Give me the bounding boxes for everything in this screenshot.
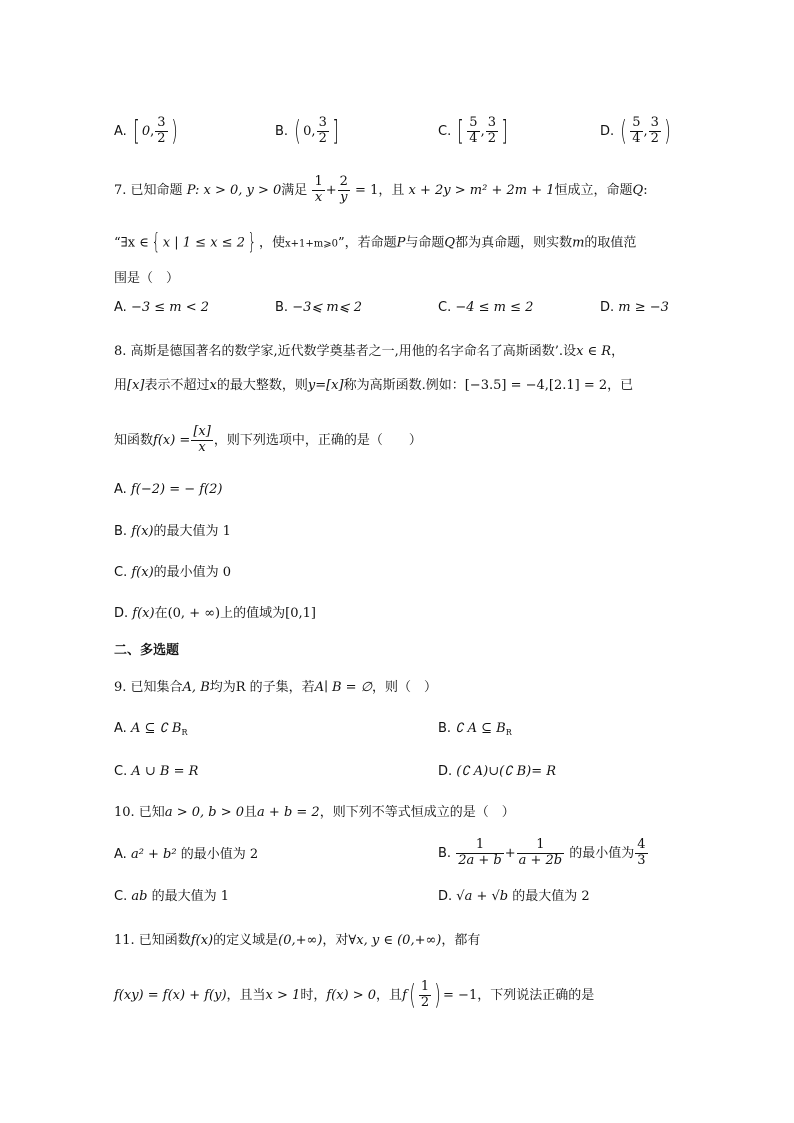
q8-option-a[interactable] (114, 483, 222, 496)
q11-forall: ∀x, y ∈ (0,+∞) (348, 933, 442, 948)
q9-opt-a-sub: R (181, 728, 188, 737)
q7-p2: P (396, 235, 406, 251)
q8-y-eq: y=[x] (307, 378, 344, 393)
q6-option-b[interactable]: B. ( 0, $\frac{3}{2}$ ] (275, 114, 339, 148)
q11-domain-is: 的定义域是 (213, 933, 279, 948)
q6-c-den1: 4 (469, 130, 478, 146)
q7-option-b[interactable] (275, 301, 362, 314)
q6-b-den: 2 (318, 130, 327, 146)
q6-c-num1: 5 (469, 115, 478, 130)
q8-called: 称为高斯函数.例如： (343, 378, 465, 393)
q10-option-a[interactable] (114, 848, 258, 861)
q10-opt-c-text: 的最大值为 1 (151, 889, 229, 904)
q8-which-correct: ，则下列选项中，正确的是（ ） (213, 432, 422, 448)
q10-opt-c-math: ab (131, 889, 148, 904)
q7-p: P (186, 182, 195, 198)
q7-range: 的取值范 (584, 235, 637, 251)
q8-line2: 用[x]表示不超过x的最大整数，则y=[x]称为高斯函数.例如：[−3.5] = −4,[2.1] = 2，已 (114, 378, 634, 393)
q11-which-correct: ，下列说法正确的是 (477, 987, 595, 1003)
q9-then: ，则（ ） (372, 680, 438, 695)
q7-m: m (572, 235, 585, 251)
q6-c-den2: 2 (487, 130, 496, 146)
q7-opt-b-label: B. (275, 300, 289, 315)
q8-example1: [−3.5] = −4, (464, 378, 549, 393)
q9-opt-a-text: A ⊆ ∁ B (130, 721, 182, 736)
q8-use: 用 (114, 378, 128, 393)
q7-such-that: ，使 (258, 235, 285, 251)
q7-with: 与命题 (405, 235, 445, 251)
q7-set: x | 1 ≤ x ≤ 2 (162, 235, 245, 251)
q7-small-expr: x+1+m⩾0 (284, 238, 338, 250)
q10-opt-d-text: 的最大值为 2 (512, 889, 590, 904)
q8-opt-d-text: 在(0, + ∞)上的值域为[0,1] (154, 606, 316, 621)
q8-x-in-r: x ∈ R (576, 344, 612, 359)
q10-option-b[interactable] (438, 838, 649, 869)
q6-option-c[interactable]: C. [ $\frac{5}{4}$ , $\frac{3}{2}$ ] (438, 114, 508, 148)
q10-opt-d-math: √a + √b (456, 889, 509, 904)
q11-f: f (402, 987, 407, 1003)
q10-b-val-num: 4 (637, 837, 646, 852)
q8-line3 (114, 425, 422, 456)
q7-line3: 围是（ ） (114, 271, 180, 286)
q6-d-den1: 4 (632, 130, 641, 146)
q9-opt-b-sub: R (505, 728, 512, 737)
q7-opt-d-label: D. (600, 300, 615, 315)
q10-opt-d-label: D. (438, 889, 453, 904)
q8-given: ，已 (607, 378, 634, 393)
q11-fx: f(x) (190, 933, 214, 948)
q8-bracket-x: [x] (127, 378, 145, 393)
q10-option-c[interactable] (114, 890, 229, 903)
q8-opt-d-label: D. (114, 606, 129, 621)
q6-a-comma: , (150, 123, 155, 139)
q9-opt-b-label: B. (438, 721, 452, 736)
q8-not-exceed: 表示不超过 (144, 378, 210, 393)
q11-and: ，且 (376, 987, 403, 1003)
q10-b-val-den: 3 (637, 852, 646, 868)
q11-for: ，对 (322, 933, 349, 948)
q6-b-zero: 0 (303, 123, 312, 139)
q6-a-zero: 0 (141, 123, 151, 139)
q6-option-b-label: B. (275, 123, 289, 139)
q7-q: Q (632, 182, 644, 198)
q7-opt-b-text: −3⩽ m⩽ 2 (292, 300, 363, 315)
q11-eq-neg1: = −1 (443, 987, 478, 1003)
q6-option-a[interactable]: A. [ 0, $\frac{3}{2}$ ) (114, 114, 178, 148)
q8-max-int: 的最大整数，则 (216, 378, 308, 393)
q7-inequality: x + 2y > m² + 2m + 1 (408, 182, 555, 198)
q8-option-b[interactable] (114, 525, 231, 538)
q9-condition: A∣ B = ∅ (314, 680, 373, 695)
q7-colon: : (643, 182, 648, 198)
q6-b-comma: , (311, 123, 316, 139)
q8-option-c[interactable] (114, 566, 231, 579)
q11-domain: (0,+∞) (278, 933, 323, 948)
q10-stem (114, 806, 515, 819)
q10-opt-a-text: 的最小值为 2 (180, 847, 259, 862)
q6-option-d-label: D. (600, 123, 615, 139)
q9-option-a[interactable] (114, 722, 187, 735)
q6-option-a-label: A. (114, 123, 127, 139)
q9-ab: A, B (182, 680, 210, 695)
q11-then: 时， (300, 987, 327, 1003)
q8-opt-a-math: f(−2) = − f(2) (130, 482, 223, 497)
q10-sum: a + b = 2 (257, 805, 320, 820)
q8-fx: f(x) = (153, 432, 191, 448)
q8-opt-c-label: C. (114, 565, 128, 580)
q10-opt-c-label: C. (114, 889, 128, 904)
q10-option-d[interactable] (438, 890, 590, 903)
q7-eq1: = 1 (350, 182, 379, 198)
q10-b-num2: 1 (517, 838, 565, 854)
q8-opt-c-math: f(x) (131, 565, 154, 580)
q9-opt-c-text: A ∪ B = R (131, 764, 199, 779)
q7-condition: : x > 0, y > 0 (194, 182, 282, 198)
q9-opt-a-label: A. (114, 721, 127, 736)
q11-when: ，且当 (226, 987, 266, 1003)
q7-holds: 恒成立，命题 (554, 182, 633, 198)
q10-number: 10. 已知 (114, 805, 165, 820)
q10-b-den2: a + 2b (518, 852, 563, 868)
q10-b-plus: + (504, 845, 516, 861)
q10-opt-a-label: A. (114, 847, 127, 862)
q7-opt-d-text: m ≥ −3 (618, 300, 669, 315)
q10-b-den1: 2a + b (458, 852, 502, 868)
q11-f-positive: f(x) > 0 (326, 987, 377, 1003)
q7-q2: Q (444, 235, 456, 251)
q7-if: ”，若命题 (337, 235, 397, 251)
q6-option-d[interactable]: D. ( $\frac{5}{4}$ , $\frac{3}{2}$ ) (600, 114, 671, 148)
q7-frac1-den: x (314, 189, 323, 205)
q6-d-num2: 3 (650, 115, 659, 130)
q11-half-num: 1 (420, 979, 430, 994)
q7-opt-a-label: A. (114, 300, 127, 315)
q7-satisfy: 满足 (281, 182, 308, 198)
q6-d-num1: 5 (632, 115, 641, 130)
q6-c-comma: , (480, 123, 485, 139)
q7-option-a[interactable] (114, 301, 209, 314)
q7-opt-c-text: −4 ≤ m ≤ 2 (455, 300, 534, 315)
q10-opt-b-text: 的最小值为 (569, 845, 635, 861)
q8-opt-b-label: B. (114, 524, 128, 539)
q6-c-num2: 3 (487, 115, 496, 130)
q7-frac1-num: 1 (314, 174, 323, 189)
q10-opt-a-math: a² + b² (130, 847, 177, 862)
q7-both-true: 都为真命题，则实数 (455, 235, 573, 251)
q8-opt-d-math: f(x) (132, 606, 155, 621)
q7-exists: “∃x ∈ (114, 235, 149, 251)
q8-frac-den: x (198, 439, 206, 455)
q10-and: 且 (244, 805, 258, 820)
q9-option-b[interactable] (438, 722, 512, 735)
q9-option-d[interactable] (438, 765, 556, 778)
q7-opt-c-label: C. (438, 300, 452, 315)
q6-d-comma: , (643, 123, 648, 139)
q8-opt-c-text: 的最小值为 0 (153, 565, 232, 580)
q9-opt-d-label: D. (438, 764, 453, 779)
q9-opt-c-label: C. (114, 764, 128, 779)
q10-which-holds: ，则下列不等式恒成立的是（ ） (319, 805, 515, 820)
q6-a-den: 2 (157, 130, 166, 146)
q7-option-c[interactable] (438, 301, 533, 314)
q8-text1: 8. 高斯是德国著名的数学家,近代数学奠基者之一,用他的名字命名了高斯函数’.设 (114, 344, 577, 359)
q10-b-num1: 1 (456, 838, 504, 854)
q7-line2: “∃x ∈ { x | 1 ≤ x ≤ 2 } ，使x+1+m⩾0”，若命题P与命题Q都为真命题，则实数m的取值范 (114, 230, 637, 255)
q8-known-function: 知函数 (114, 432, 154, 448)
q7-line1: 7. 已知命题 P: x > 0, y > 0满足 $\frac{1}{x}$ + $\frac{2}{y}$ = 1，且 x + 2y > m² + 2m + 1恒成立，命题Q: (114, 174, 648, 205)
q9-stem (114, 681, 437, 694)
q8-example2: [2.1] = 2 (548, 378, 608, 393)
q9-opt-b-text: ∁ A ⊆ B (455, 721, 506, 736)
q10-opt-b-label: B. (438, 845, 452, 861)
section-title-multiple-choice: 二、多选题 (114, 643, 180, 658)
q7-frac2-num: 2 (339, 174, 348, 189)
q6-d-den2: 2 (650, 130, 659, 146)
q8-opt-b-math: f(x) (131, 524, 154, 539)
q7-opt-a-text: −3 ≤ m < 2 (130, 300, 210, 315)
q7-option-d[interactable] (600, 301, 669, 314)
q9-number: 9. 已知集合 (114, 680, 183, 695)
q8-line1: 8. 高斯是德国著名的数学家,近代数学奠基者之一,用他的名字命名了高斯函数’.设x ∈ R， (114, 344, 625, 359)
q11-half-den: 2 (420, 994, 430, 1010)
q6-b-num: 3 (318, 115, 327, 130)
q11-number: 11. 已知函数 (114, 933, 191, 948)
q6-a-num: 3 (157, 115, 166, 130)
q7-frac2-den: y (340, 189, 348, 205)
q6-option-c-label: C. (438, 123, 452, 139)
q9-subset: 均为R 的子集，若 (209, 680, 315, 695)
q8-opt-a-label: A. (114, 482, 127, 497)
q11-functional-eq: f(xy) = f(x) + f(y) (114, 987, 227, 1003)
q7-number: 7. 已知命题 (114, 182, 183, 198)
q8-opt-b-text: 的最大值为 1 (153, 524, 231, 539)
q8-frac-num: [x] (193, 424, 211, 439)
q11-x-gt-1: x > 1 (265, 987, 301, 1003)
q9-opt-d-text: (∁ A)∪(∁ B)= R (456, 764, 557, 779)
q10-condition: a > 0, b > 0 (164, 805, 245, 820)
q8-option-d[interactable] (114, 607, 316, 620)
q9-option-c[interactable] (114, 765, 198, 778)
q11-line2: f(xy) = f(x) + f(y)，且当x > 1时，f(x) > 0，且f( $\frac{1}{2}$ ) = −1，下列说法正确的是 (114, 978, 595, 1012)
q11-line1 (114, 934, 480, 947)
q7-and: ，且 (378, 182, 405, 198)
q11-all-have: ，都有 (441, 933, 481, 948)
